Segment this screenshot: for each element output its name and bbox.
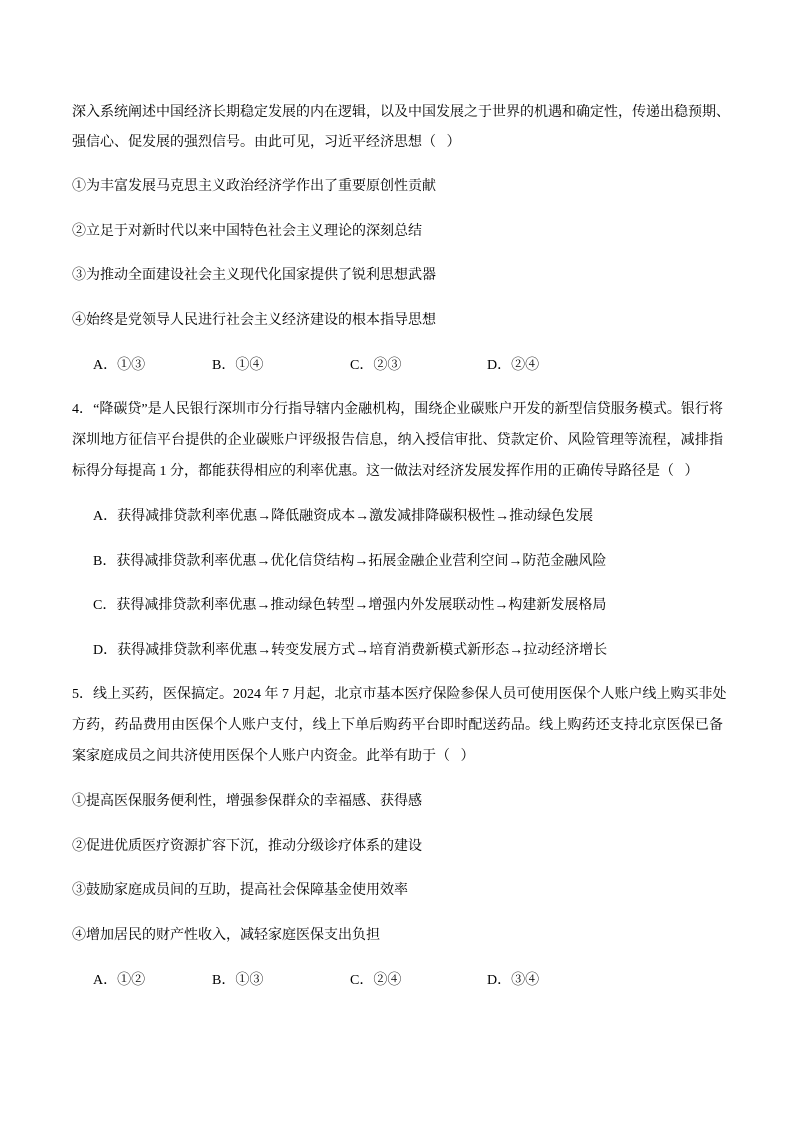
q5-statement-3: ③鼓励家庭成员间的互助，提高社会保障基金使用效率 bbox=[72, 883, 408, 898]
q5-stem-line-2: 方药，药品费用由医保个人账户支付，线上下单后购药平台即时配送药品。线上购药还支持北京医保已备 bbox=[72, 718, 723, 733]
q4-option-d: D．获得减排贷款利率优惠→转变发展方式→培育消费新模式新形态→拉动经济增长 bbox=[93, 643, 608, 658]
q5-option-b: B．①③ bbox=[212, 973, 264, 988]
q4-stem-line-2: 深圳地方征信平台提供的企业碳账户评级报告信息，纳入授信审批、贷款定价、风险管理等流程，减排指 bbox=[72, 433, 723, 448]
q5-statement-4: ④增加居民的财产性收入，减轻家庭医保支出负担 bbox=[72, 928, 380, 943]
q4-option-b: B．获得减排贷款利率优惠→优化信贷结构→拓展金融企业营利空间→防范金融风险 bbox=[93, 554, 607, 569]
q4-stem-line-3: 标得分每提高 1 分，都能获得相应的利率优惠。这一做法对经济发展发挥作用的正确传导路径是（ ） bbox=[72, 464, 699, 479]
q5-option-d: D．③④ bbox=[487, 973, 540, 988]
q3-option-d: D．②④ bbox=[487, 358, 540, 373]
q3-statement-1: ①为丰富发展马克思主义政治经济学作出了重要原创性贡献 bbox=[72, 179, 436, 194]
q3-option-c: C．②③ bbox=[350, 358, 402, 373]
q5-statement-2: ②促进优质医疗资源扩容下沉，推动分级诊疗体系的建设 bbox=[72, 839, 422, 854]
q4-option-a: A．获得减排贷款利率优惠→降低融资成本→激发减排降碳积极性→推动绿色发展 bbox=[93, 509, 594, 524]
q5-option-a: A．①② bbox=[93, 973, 146, 988]
q5-statement-1: ①提高医保服务便利性，增强参保群众的幸福感、获得感 bbox=[72, 794, 422, 809]
q3-stem-line-2: 强信心、促发展的强烈信号。由此可见，习近平经济思想（ ） bbox=[72, 135, 461, 150]
q4-option-c: C．获得减排贷款利率优惠→推动绿色转型→增强内外发展联动性→构建新发展格局 bbox=[93, 598, 607, 613]
q3-statement-3: ③为推动全面建设社会主义现代化国家提供了锐利思想武器 bbox=[72, 268, 436, 283]
q3-statement-4: ④始终是党领导人民进行社会主义经济建设的根本指导思想 bbox=[72, 313, 436, 328]
q3-option-b: B．①④ bbox=[212, 358, 264, 373]
q3-stem-line-1: 深入系统阐述中国经济长期稳定发展的内在逻辑，以及中国发展之于世界的机遇和确定性，传递出稳预期、 bbox=[72, 105, 730, 120]
q4-stem-line-1: 4．“降碳贷”是人民银行深圳市分行指导辖内金融机构，围绕企业碳账户开发的新型信贷服务模式。银行将 bbox=[72, 402, 723, 417]
q5-stem-line-3: 案家庭成员之间共济使用医保个人账户内资金。此举有助于（ ） bbox=[72, 749, 475, 764]
q3-statement-2: ②立足于对新时代以来中国特色社会主义理论的深刻总结 bbox=[72, 224, 422, 239]
q3-option-a: A．①③ bbox=[93, 358, 146, 373]
q5-stem-line-1: 5．线上买药，医保搞定。2024 年 7 月起，北京市基本医疗保险参保人员可使用医保个人账户线上购买非处 bbox=[72, 687, 727, 702]
q5-option-c: C．②④ bbox=[350, 973, 402, 988]
